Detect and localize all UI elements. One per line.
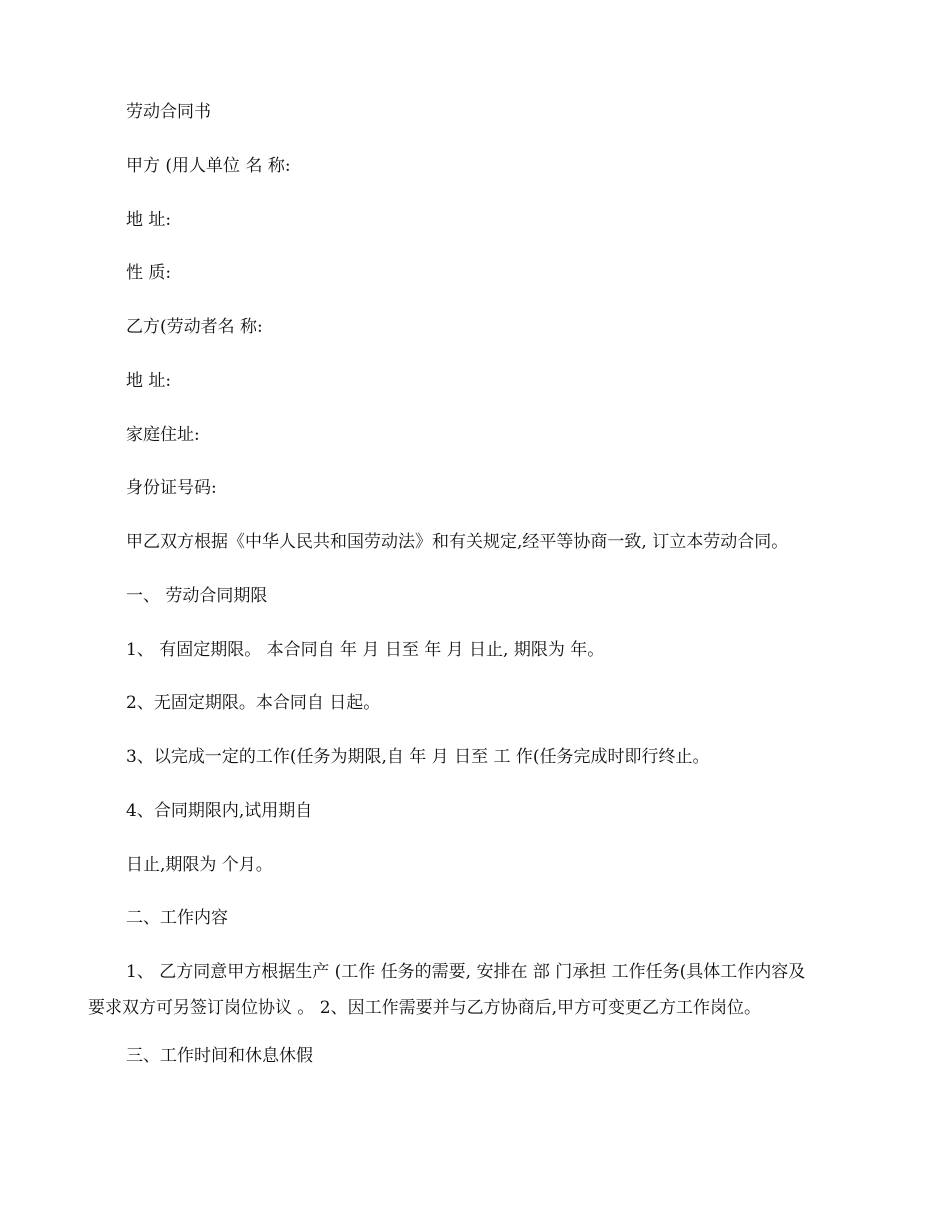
section-1-item-3: 3、以完成一定的工作(任务为期限,自 年 月 日至 工 作(任务完成时即行终止。: [126, 747, 710, 767]
section-1-item-1: 1、 有固定期限。 本合同自 年 月 日至 年 月 日止, 期限为 年。: [126, 640, 605, 660]
party-b-home-address-field: 家庭住址:: [126, 425, 200, 445]
party-b-name-field: 乙方(劳动者名 称:: [126, 317, 263, 337]
section-3-heading: 三、工作时间和休息休假: [126, 1046, 313, 1066]
preamble-text: 甲乙双方根据《中华人民共和国劳动法》和有关规定,经平等协商一致, 订立本劳动合同。: [126, 532, 789, 552]
party-a-name-field: 甲方 (用人单位 名 称:: [126, 156, 291, 176]
party-a-nature-field: 性 质:: [126, 263, 172, 283]
party-b-id-number-field: 身份证号码:: [126, 478, 217, 498]
document-title: 劳动合同书: [126, 102, 211, 122]
section-2-paragraph-line-1: 1、 乙方同意甲方根据生产 (工作 任务的需要, 安排在 部 门承担 工作任务(具体工作内容及: [126, 962, 806, 982]
section-2-paragraph-line-2: 要求双方可另签订岗位协议 。 2、因工作需要并与乙方协商后,甲方可变更乙方工作岗位。: [88, 998, 762, 1018]
section-1-item-2: 2、无固定期限。本合同自 日起。: [126, 693, 381, 713]
party-b-address-field: 地 址:: [126, 371, 172, 391]
party-a-address-field: 地 址:: [126, 210, 172, 230]
section-1-heading: 一、 劳动合同期限: [126, 586, 268, 606]
section-1-item-4-line-2: 日止,期限为 个月。: [126, 855, 273, 875]
section-2-heading: 二、工作内容: [126, 908, 228, 928]
section-1-item-4-line-1: 4、合同期限内,试用期自: [126, 801, 313, 821]
section-2-paragraph: [88, 954, 864, 1026]
